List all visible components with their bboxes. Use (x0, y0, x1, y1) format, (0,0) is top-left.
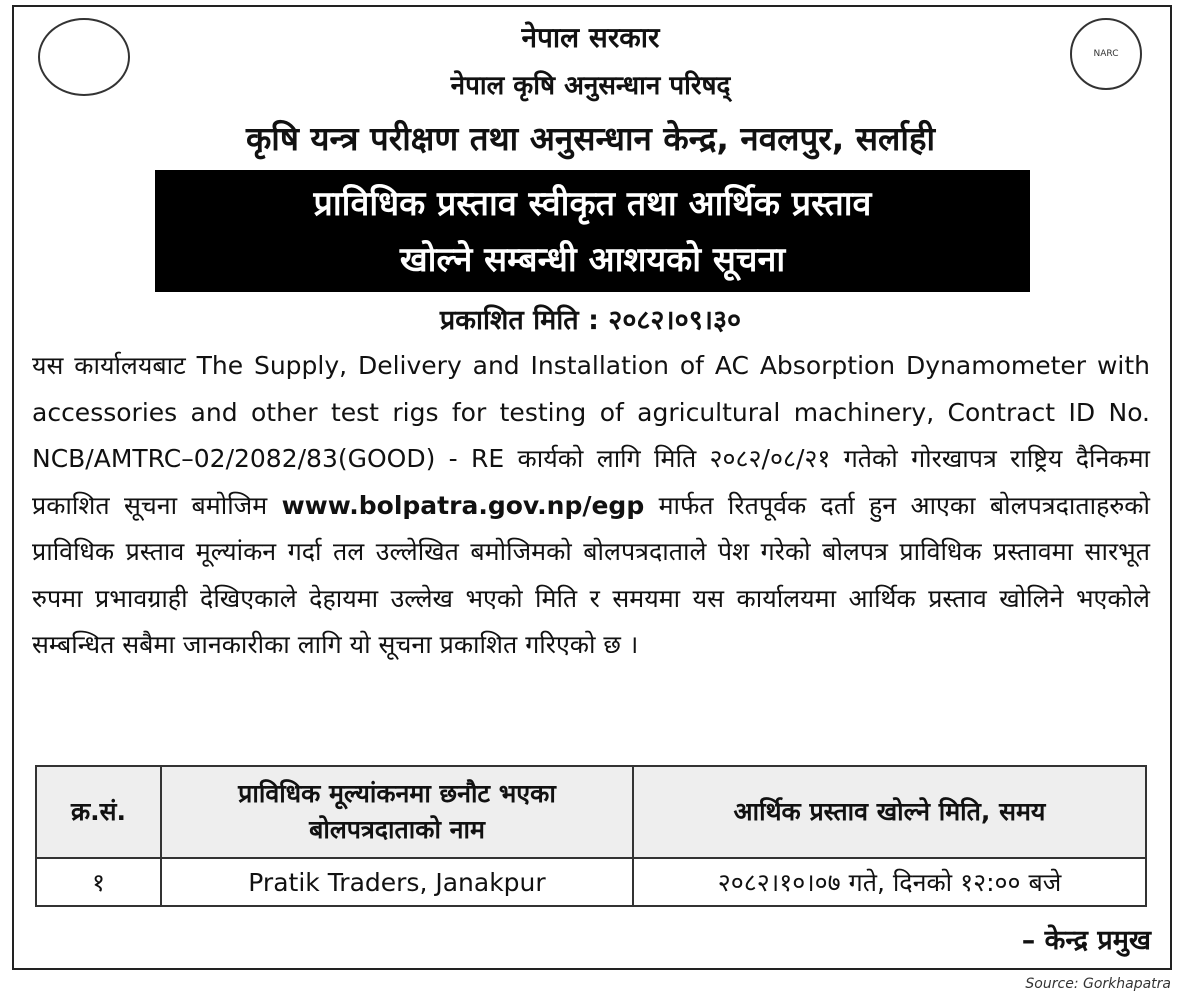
header-line-2: नेपाल कृषि अनुसन्धान परिषद् (450, 71, 731, 101)
bolpatra-link[interactable]: www.bolpatra.gov.np/egp (281, 490, 645, 520)
bidder-table (35, 765, 1147, 907)
narc-logo-text: NARC (1093, 49, 1119, 59)
header-bidder-name: प्राविधिक मूल्यांकनमा छनौट भएका बोलपत्रदाताको नाम (161, 766, 633, 858)
cell-serial: १ (36, 858, 161, 906)
header-line-3: कृषि यन्त्र परीक्षण तथा अनुसन्धान केन्द्र, नवलपुर, सर्लाही (245, 119, 936, 158)
table-header-row (36, 766, 1146, 858)
banner-line-1: प्राविधिक प्रस्ताव स्वीकृत तथा आर्थिक प्रस्ताव (313, 184, 872, 224)
header-opening-date: आर्थिक प्रस्ताव खोल्ने मिति, समय (633, 766, 1146, 858)
source-credit: Source: Gorkhapatra (1025, 976, 1171, 992)
body-text-2: मार्फत रितपूर्वक दर्ता हुन आएका बोलपत्रदाताहरुको प्राविधिक प्रस्ताव मूल्यांकन गर्दा तल उल्लेखित बमोजिमको बोलपत्रदाताले पेश गरेको बोलपत्र प्राविधिक प्रस्तावमा सारभूत रुपमा प्रभावग्राही देखिएकाले देहायमा उल्लेख भएको मिति र समयमा यस कार्यालयमा आर्थिक प्रस्ताव खोलिने भएकोले सम्बन्धित सबैमा जानकारीका लागि यो सूचना प्रकाशित गरिएको छ । (32, 490, 1150, 659)
header-serial: क्र.सं. (36, 766, 161, 858)
header-line-1: नेपाल सरकार (521, 21, 660, 54)
table-row (36, 858, 1146, 906)
banner-line-2: खोल्ने सम्बन्धी आशयको सूचना (399, 240, 786, 280)
cell-bidder-name: Pratik Traders, Janakpur (161, 858, 633, 906)
cell-opening-date: २०८२।१०।०७ गते, दिनको १२:०० बजे (633, 858, 1146, 906)
published-date: प्रकाशित मिति : २०८२।०९।३० (439, 305, 742, 336)
notice-body (32, 343, 1150, 669)
notice-title-banner (155, 170, 1030, 292)
signature: – केन्द्र प्रमुख (1021, 925, 1151, 956)
body-text-1: यस कार्यालयबाट The Supply, Delivery and Installation of AC Absorption Dynamometer with accessories and other test rigs for testing of agricultural machinery, Contract ID No. NCB/AMTRC–02/2082/83(GOOD) - RE कार्यको लागि मिति २०८२/०८/२१ गतेको गोरखापत्र राष्ट्रिय दैनिकमा प्रकाशित सूचना बमोजिम (32, 351, 1150, 520)
